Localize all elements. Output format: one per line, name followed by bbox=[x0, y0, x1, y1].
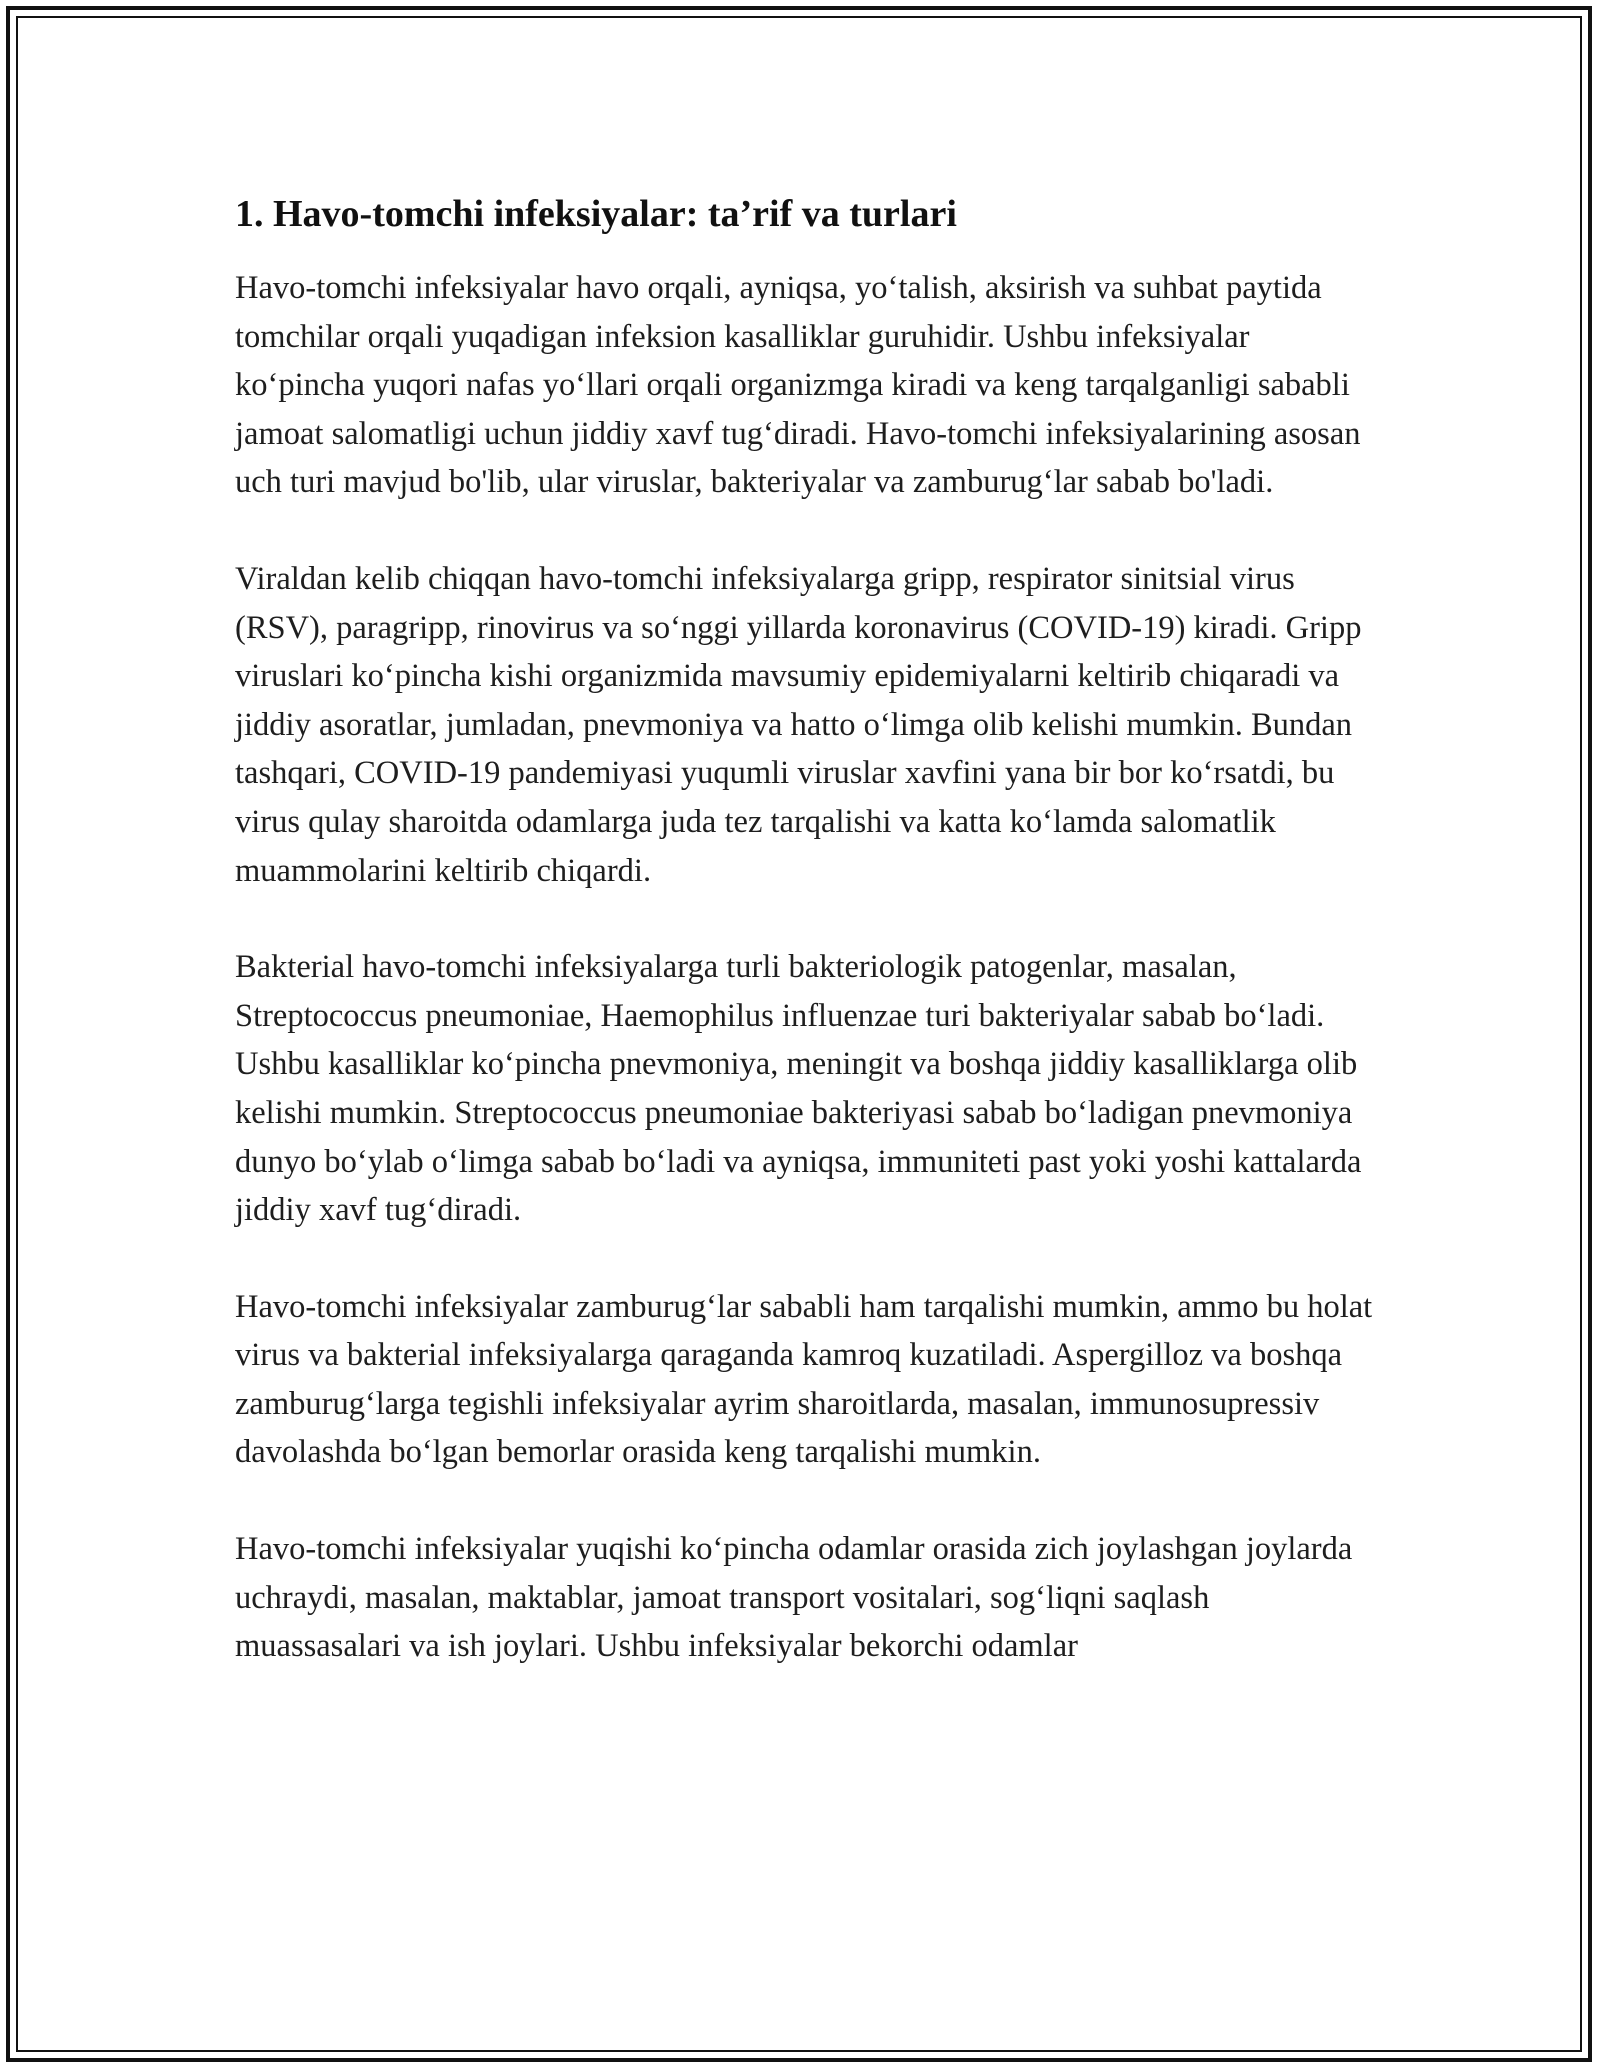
paragraph-transmission: Havo-tomchi infeksiyalar yuqishi ko‘pincha odamlar orasida zich joylashgan joylarda uchraydi, masalan, maktablar, jamoat transport vositalari, sog‘liqni saqlash muassasalari va ish joylari. Ushbu infeksiyalar bekorchi odamlar bbox=[235, 1531, 1353, 1665]
paragraph-fungal-infections: Havo-tomchi infeksiyalar zamburug‘lar sababli ham tarqalishi mumkin, ammo bu holat virus va bakterial infeksiyalarga qaraganda kamroq kuzatiladi. Aspergilloz va boshqa zamburug‘larga tegishli infeksiyalar ayrim sharoitlarda, masalan, immunosupressiv davolashda bo‘lgan bemorlar orasida keng tarqalishi mumkin. bbox=[235, 1288, 1373, 1471]
document-body bbox=[235, 188, 1375, 1671]
section-heading: 1. Havo-tomchi infeksiyalar: ta’rif va turlari bbox=[235, 193, 957, 235]
paragraph-definition: Havo-tomchi infeksiyalar havo orqali, ayniqsa, yo‘talish, aksirish va suhbat paytida tomchilar orqali yuqadigan infeksion kasalliklar guruhidir. Ushbu infeksiyalar ko‘pincha yuqori nafas yo‘llari orqali organizmga kiradi va keng tarqalganligi sababli jamoat salomatligi uchun jiddiy xavf tug‘diradi. Havo-tomchi infeksiyalarining asosan uch turi mavjud bo'lib, ular viruslar, bakteriyalar va zamburug‘lar sabab bo'ladi. bbox=[235, 270, 1361, 501]
paragraph-viral-infections: Viraldan kelib chiqqan havo-tomchi infeksiyalarga gripp, respirator sinitsial virus (RSV), paragripp, rinovirus va so‘nggi yillarda koronavirus (COVID-19) kiradi. Gripp viruslari ko‘pincha kishi organizmida mavsumiy epidemiyalarni keltirib chiqaradi va jiddiy asoratlar, jumladan, pnevmoniya va hatto o‘limga olib kelishi mumkin. Bundan tashqari, COVID-19 pandemiyasi yuqumli viruslar xavfini yana bir bor ko‘rsatdi, bu virus qulay sharoitda odamlarga juda tez tarqalishi va katta ko‘lamda salomatlik muammolarini keltirib chiqardi. bbox=[235, 560, 1362, 889]
paragraph-bacterial-infections: Bakterial havo-tomchi infeksiyalarga turli bakteriologik patogenlar, masalan, Streptococcus pneumoniae, Haemophilus influenzae turi bakteriyalar sabab bo‘ladi. Ushbu kasalliklar ko‘pincha pnevmoniya, meningit va boshqa jiddiy kasalliklarga olib kelishi mumkin. Streptococcus pneumoniae bakteriyasi sabab bo‘ladigan pnevmoniya dunyo bo‘ylab o‘limga sabab bo‘ladi va ayniqsa, immuniteti past yoki yoshi kattalarda jiddiy xavf tug‘diradi. bbox=[235, 949, 1362, 1229]
